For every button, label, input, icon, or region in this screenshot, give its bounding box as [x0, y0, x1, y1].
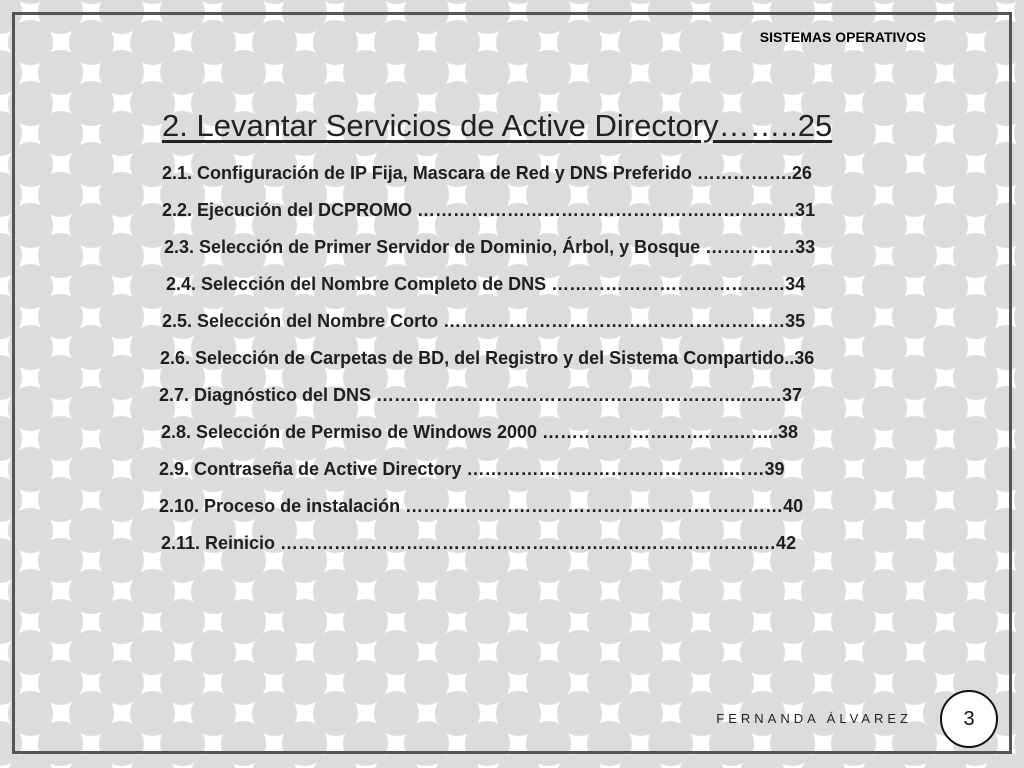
page-number: 3 — [963, 707, 975, 730]
toc-entry-2-10: 2.10. Proceso de instalación ………………………………………………………40 — [159, 496, 804, 516]
toc-entry-2-5: 2.5. Selección del Nombre Corto …………………………………………………35 — [162, 311, 806, 331]
toc-entry-2-9: 2.9. Contraseña de Active Directory ……………………………………..……39 — [159, 459, 785, 479]
toc-entry-2-8: 2.8. Selección de Permiso de Windows 2000 …………………………….…...38 — [161, 422, 799, 442]
toc-entry-2-2: 2.2. Ejecución del DCPROMO ………………………………………………………31 — [162, 200, 816, 220]
toc-entry-2-11: 2.11. Reinicio ……………………………………………………………………..…42 — [161, 533, 797, 553]
author-name: FERNANDA ÁLVAREZ — [716, 711, 912, 726]
toc-entry-2-3: 2.3. Selección de Primer Servidor de Dominio, Árbol, y Bosque ……………33 — [164, 237, 816, 257]
subject-header: SISTEMAS OPERATIVOS — [759, 29, 926, 45]
toc-entry-2-4: 2.4. Selección del Nombre Completo de DNS …………………………………34 — [166, 274, 806, 294]
section-title: 2. Levantar Servicios de Active Directory……..25 — [162, 108, 833, 143]
toc-entry-2-7: 2.7. Diagnóstico del DNS ……………………………………………………..……37 — [159, 385, 803, 405]
page-number-badge — [940, 690, 998, 748]
toc-entry-2-1: 2.1. Configuración de IP Fija, Mascara de Red y DNS Preferido …………….26 — [162, 163, 812, 183]
toc-entry-2-6: 2.6. Selección de Carpetas de BD, del Registro y del Sistema Compartido..36 — [160, 348, 815, 368]
